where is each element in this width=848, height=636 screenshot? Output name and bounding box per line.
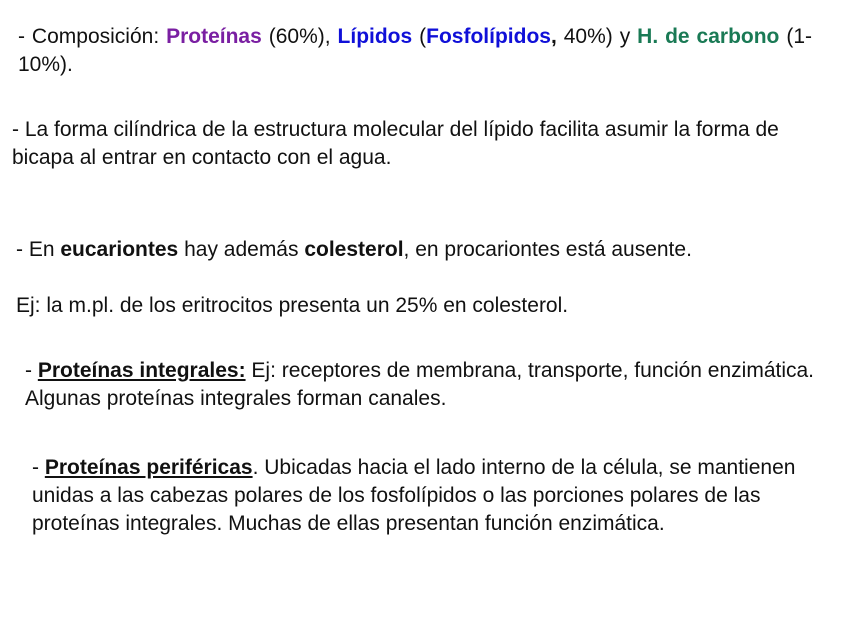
cholesterol-middle: hay además: [178, 238, 305, 261]
composition-paragraph: [18, 23, 812, 79]
cholesterol-suffix: , en procariontes está ausente.: [403, 238, 692, 261]
proteins-percentage: (60%),: [261, 25, 338, 48]
carbohydrates-term: H. de carbono: [637, 25, 780, 48]
cholesterol-paragraph: [16, 236, 836, 264]
lipids-term: Lípidos: [337, 25, 413, 48]
integral-proteins-title: Proteínas integrales:: [37, 359, 246, 382]
peripheral-proteins-text: . Ubicadas hacia el lado interno de la célula, se mantienen unidas a las cabezas polares de los fosfolípidos o las porciones polares de las proteínas integrales. Muchas de ellas presentan función enzimática.: [32, 456, 796, 535]
lipids-percentage: 40%) y: [556, 25, 638, 48]
lipid-shape-paragraph: - La forma cilíndrica de la estructura molecular del lípido facilita asumir la forma de bicapa al entrar en contacto con el agua.: [12, 118, 779, 169]
phospholipids-term: Fosfolípidos: [426, 25, 551, 48]
integral-dash: -: [25, 359, 38, 382]
cholesterol-term: colesterol: [304, 238, 404, 261]
integral-proteins-paragraph: [25, 357, 825, 413]
integral-proteins-text: Ej: receptores de membrana, transporte, función enzimática. Algunas proteínas integrales forman canales.: [25, 359, 815, 410]
cholesterol-prefix: - En: [16, 238, 61, 261]
proteins-term: Proteínas: [166, 25, 262, 48]
peripheral-dash: -: [32, 456, 45, 479]
peripheral-proteins-paragraph: [32, 454, 822, 538]
composition-prefix: - Composición:: [18, 25, 167, 48]
paren-open: (: [412, 25, 427, 48]
peripheral-proteins-title: Proteínas periféricas: [44, 456, 253, 479]
erythrocyte-example: Ej: la m.pl. de los eritrocitos presenta un 25% en colesterol.: [16, 294, 569, 317]
eukaryotes-term: eucariontes: [60, 238, 179, 261]
carbohydrates-percentage: (1-10%).: [18, 25, 812, 76]
bold-comma: ,: [550, 25, 557, 48]
